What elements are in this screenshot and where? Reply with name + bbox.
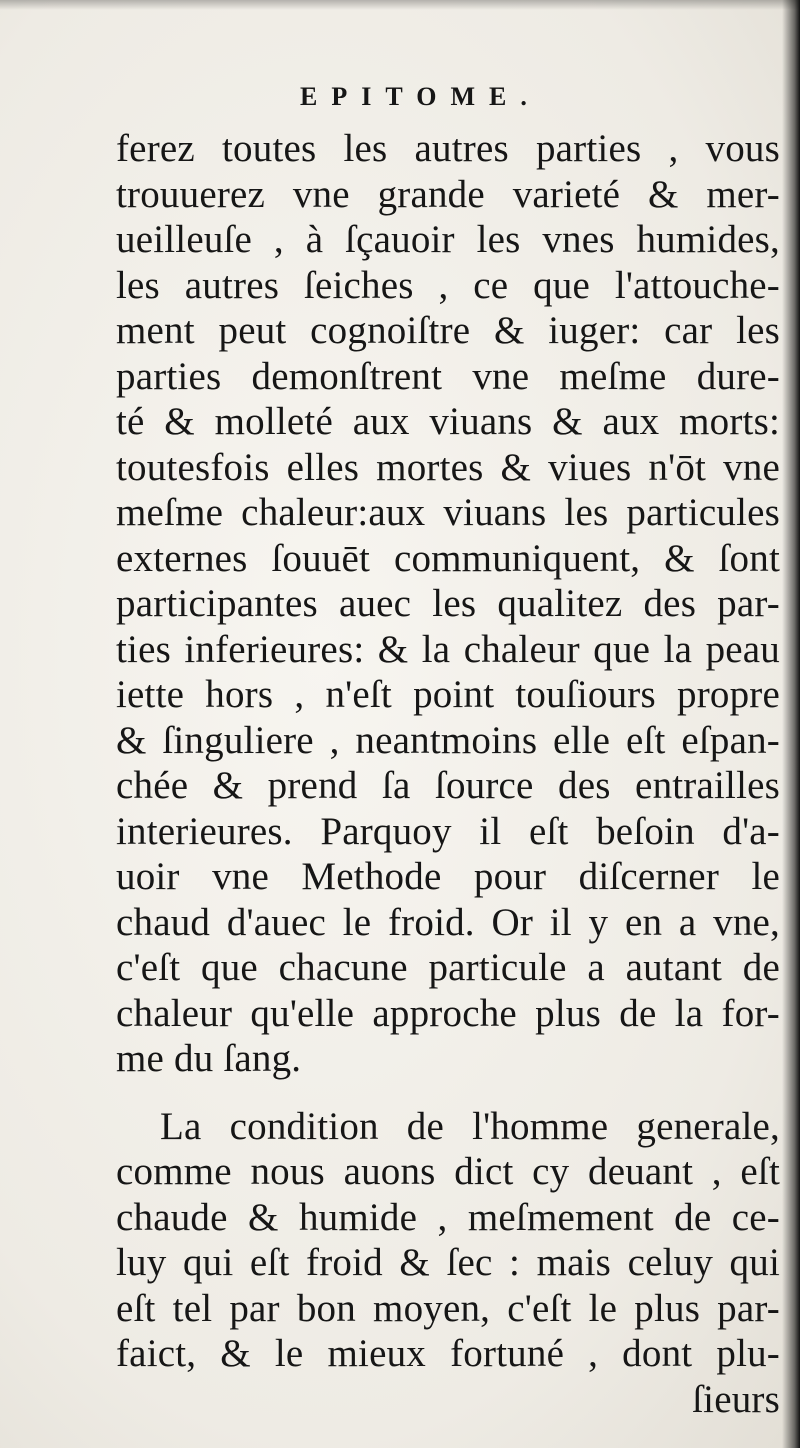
paragraph-2 bbox=[116, 1104, 780, 1377]
text-line: chaude & humide , meſmement de ce- bbox=[116, 1195, 780, 1239]
page-top-shadow bbox=[0, 0, 800, 10]
text-line: ment peut cognoiſtre & iuger: car les bbox=[116, 309, 780, 352]
text-line: me du ſang. bbox=[116, 1037, 302, 1080]
text-line: ferez toutes les autres parties , vous bbox=[116, 127, 780, 170]
text-line: La condition de l'homme generale, bbox=[160, 1104, 780, 1148]
paragraph-gap bbox=[116, 1082, 780, 1104]
text-line: luy qui eſt froid & ſec : mais celuy qui bbox=[116, 1241, 780, 1284]
text-line: chaud d'auec le froid. Or il y en a vne, bbox=[116, 900, 780, 944]
text-line: ties inferieures: & la chaleur que la peau bbox=[116, 627, 780, 671]
text-line: trouuerez vne grande varieté & mer- bbox=[116, 172, 780, 216]
text-line: parties demonſtrent vne meſme dure- bbox=[116, 354, 780, 398]
text-line: chaleur qu'elle approche plus de la for- bbox=[116, 991, 780, 1035]
text-line: ueilleuſe , à ſçauoir les vnes humides, bbox=[116, 218, 780, 261]
running-head: EPITOME. bbox=[300, 82, 541, 111]
text-line: té & molleté aux viuans & aux morts: bbox=[116, 400, 780, 443]
text-line: comme nous auons dict cy deuant , eſt bbox=[116, 1150, 780, 1193]
catchword: ſieurs bbox=[692, 1377, 780, 1421]
text-line: les autres ſeiches , ce que l'attouche- bbox=[116, 263, 780, 307]
paragraph-1 bbox=[116, 126, 780, 1082]
text-line: participantes auec les qualitez des par- bbox=[116, 582, 780, 625]
text-line: c'eſt que chacune particule a autant de bbox=[116, 946, 780, 989]
text-line: faict, & le mieux fortuné , dont plu- bbox=[116, 1332, 780, 1375]
text-line: chée & prend ſa ſource des entrailles bbox=[116, 764, 780, 807]
text-line: eſt tel par bon moyen, c'eſt le plus par- bbox=[116, 1286, 780, 1330]
text-line: toutesfois elles mortes & viues n'ōt vne bbox=[116, 445, 780, 489]
page-gutter-shadow bbox=[782, 0, 800, 1448]
text-line: & ſinguliere , neantmoins elle eſt eſpan- bbox=[116, 718, 780, 762]
text-line: interieures. Parquoy il eſt beſoin d'a- bbox=[116, 809, 780, 853]
text-line: iette hors , n'eſt point touſiours propre bbox=[116, 673, 780, 716]
text-block bbox=[116, 126, 780, 1422]
text-line: uoir vne Methode pour diſcerner le bbox=[116, 855, 780, 898]
text-line: externes ſouuēt communiquent, & ſont bbox=[116, 536, 780, 580]
text-line: meſme chaleur:aux viuans les particules bbox=[116, 491, 780, 534]
